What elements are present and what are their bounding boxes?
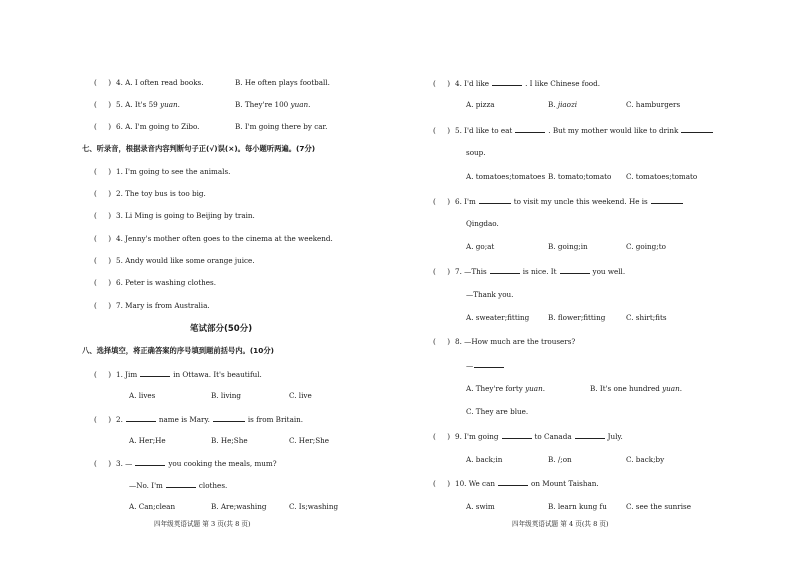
judge-item-3 <box>94 211 255 221</box>
question-text: to visit my uncle this weekend. He is <box>513 197 648 206</box>
option-a: A. lives <box>129 391 156 400</box>
option-c: C. shirt;fits <box>626 313 667 322</box>
judge-item-1 <box>94 167 230 177</box>
question-text: on Mount Taishan. <box>531 479 599 488</box>
question-text: 9. I'm going <box>455 432 499 441</box>
judge-item-text: 1. I'm going to see the animals. <box>116 167 231 176</box>
option-c: C. live <box>289 391 312 400</box>
judge-item-text: 4. Jenny's mother often goes to the cinema at the weekend. <box>116 234 333 243</box>
mc-question-10 <box>433 478 599 489</box>
right-page <box>397 0 794 561</box>
option-b <box>235 100 310 110</box>
mc-question-5-line2: soup. <box>466 148 486 157</box>
option-c: C. hamburgers <box>626 100 681 109</box>
judge-item-7 <box>94 301 210 311</box>
question-text: 10. We can <box>455 479 495 488</box>
option-a-end: . <box>542 384 546 393</box>
option-c: C. back;by <box>626 455 665 464</box>
written-part-title: 笔试部分(50分) <box>190 324 253 334</box>
option-a-text: A. They're forty <box>466 384 526 393</box>
judge-item-text: 3. Li Ming is going to Beijing by train. <box>116 211 255 220</box>
question-text: 6. I'm <box>455 197 476 206</box>
option-b: B. /;on <box>548 455 572 464</box>
judge-item-text: 7. Mary is from Australia. <box>116 301 210 310</box>
option-b-unit: yuan <box>662 384 680 393</box>
option-a-unit: yuan <box>525 384 543 393</box>
mc-question-8 <box>433 337 575 347</box>
option-b: B. flower;fitting <box>548 313 606 322</box>
mc-question-1 <box>94 369 262 380</box>
question-text: you cooking the meals, mum? <box>168 459 277 468</box>
option-c: C. tomatoes;tomato <box>626 172 698 181</box>
answer-bracket[interactable]: ( ) <box>94 211 112 220</box>
mc-question-4 <box>433 78 600 89</box>
option-b-unit: yuan <box>290 100 309 109</box>
question-text: 3. — <box>116 459 133 468</box>
option-a: A. Her;He <box>129 436 166 445</box>
fill-blank[interactable] <box>492 78 522 86</box>
question-text: 4. I'd like <box>455 79 490 88</box>
option-letter: B. <box>548 100 558 109</box>
answer-bracket[interactable]: ( ) <box>94 370 112 379</box>
answer-bracket[interactable]: ( ) <box>94 189 112 198</box>
judge-item-5 <box>94 256 255 266</box>
question-text: — <box>466 361 474 370</box>
question-text: July. <box>607 432 623 441</box>
mc-question-8-line2 <box>466 360 507 371</box>
answer-bracket[interactable]: ( ) <box>433 197 451 206</box>
option-a: A. pizza <box>466 100 495 109</box>
answer-bracket[interactable]: ( ) <box>94 234 112 243</box>
option-b: B. He;She <box>211 436 248 445</box>
mc-question-5 <box>433 125 716 136</box>
option-a: A. I often read books. <box>125 78 204 87</box>
fill-blank[interactable] <box>651 196 683 204</box>
fill-blank[interactable] <box>166 480 196 488</box>
question-text: name is Mary. <box>158 415 210 424</box>
option-a: A. tomatoes;tomatoes <box>466 172 546 181</box>
option-a-unit: yuan <box>160 100 178 109</box>
fill-blank[interactable] <box>479 196 511 204</box>
option-c: C. Is;washing <box>289 502 339 511</box>
fill-blank[interactable] <box>135 458 165 466</box>
mc-question-2 <box>94 414 303 425</box>
item-number: 6 <box>116 122 121 131</box>
option-b <box>590 384 682 394</box>
option-a <box>466 384 545 394</box>
answer-bracket[interactable]: ( ) <box>94 167 112 176</box>
option-a: A. Can;clean <box>129 502 176 511</box>
answer-bracket[interactable]: ( ) <box>94 301 112 310</box>
page-footer: 四年级英语试题 第 4 页(共 8 页) <box>512 520 609 528</box>
answer-bracket[interactable]: ( ) <box>94 256 112 265</box>
judge-item-text: 2. The toy bus is too big. <box>116 189 206 198</box>
option-a: A. sweater;fitting <box>466 313 530 322</box>
item-number: 5 <box>116 100 121 109</box>
fill-blank[interactable] <box>515 125 545 133</box>
fill-blank[interactable] <box>140 369 170 377</box>
judge-item-6 <box>94 278 216 288</box>
fill-blank[interactable] <box>498 478 528 486</box>
question-text: 7. —This <box>455 267 487 276</box>
question-text: you well. <box>592 267 626 276</box>
question-text: —No. I'm <box>129 481 163 490</box>
listening-item-5: ( ) 5. A. It's 59 yuan. B. They're 100 yuan. <box>94 100 311 109</box>
option-b-end: . <box>679 384 682 393</box>
fill-blank[interactable] <box>502 431 532 439</box>
answer-bracket[interactable]: ( ) <box>433 337 451 346</box>
mc-question-3 <box>94 458 277 469</box>
option-a: A. go;at <box>466 242 495 251</box>
option-c: C. going;to <box>626 242 666 251</box>
mc-question-9 <box>433 431 623 442</box>
mc-question-7-line2: —Thank you. <box>466 290 514 299</box>
question-text: . But my mother would like to drink <box>548 126 679 135</box>
answer-bracket[interactable]: ( ) <box>94 100 112 109</box>
question-text: 2. <box>116 415 123 424</box>
listening-item-6: ( ) 6. A. I'm going to Zibo. B. I'm going there by car. <box>94 122 328 131</box>
item-number: 4 <box>116 78 121 87</box>
question-text: 5. I'd like to eat <box>455 126 513 135</box>
judge-item-text: 5. Andy would like some orange juice. <box>116 256 255 265</box>
judge-item-2 <box>94 189 206 199</box>
question-text: to Canada <box>534 432 572 441</box>
fill-blank[interactable] <box>575 431 605 439</box>
section-8-heading: 八、选择填空，将正确答案的序号填到题前括号内。(10分) <box>82 346 274 355</box>
answer-bracket[interactable]: ( ) <box>433 267 451 276</box>
listening-item-4: ( ) 4. A. I often read books. B. He often plays football. <box>94 78 330 87</box>
option-b: B. tomato;tomato <box>548 172 612 181</box>
fill-blank[interactable] <box>213 414 245 422</box>
option-c: C. Her;She <box>289 436 329 445</box>
answer-bracket[interactable]: ( ) <box>433 126 451 135</box>
answer-bracket[interactable]: ( ) <box>433 79 451 88</box>
judge-item-4 <box>94 234 333 244</box>
option-b <box>548 100 577 110</box>
option-c: C. see the sunrise <box>626 502 691 511</box>
option-c: C. They are blue. <box>466 407 529 416</box>
option-b: B. living <box>211 391 242 400</box>
option-a: A. I'm going to Zibo. <box>125 122 200 131</box>
option-b: B. going;in <box>548 242 588 251</box>
mc-question-6 <box>433 196 686 207</box>
question-text: 8. —How much are the trousers? <box>455 337 576 346</box>
option-a: A. back;in <box>466 455 503 464</box>
option-b: B. He often plays football. <box>235 78 330 87</box>
answer-bracket[interactable]: ( ) <box>433 479 451 488</box>
answer-bracket[interactable]: ( ) <box>94 122 112 131</box>
fill-blank[interactable] <box>560 266 590 274</box>
question-text: 1. Jim <box>116 370 138 379</box>
option-a: A. swim <box>466 502 495 511</box>
mc-question-3-line2 <box>129 480 227 491</box>
fill-blank[interactable] <box>681 125 713 133</box>
answer-bracket[interactable]: ( ) <box>94 78 112 87</box>
option-b-text: B. They're 100 <box>235 100 291 109</box>
answer-bracket[interactable]: ( ) <box>94 278 112 287</box>
section-7-heading: 七、听录音，根据录音内容判断句子正(√)误(×)。每小题听两遍。(7分) <box>82 144 316 153</box>
mc-question-7 <box>433 266 625 277</box>
page-footer: 四年级英语试题 第 3 页(共 8 页) <box>154 520 251 528</box>
option-b: B. I'm going there by car. <box>235 122 328 131</box>
answer-bracket[interactable]: ( ) <box>94 415 112 424</box>
fill-blank[interactable] <box>126 414 156 422</box>
question-text: is from Britain. <box>247 415 304 424</box>
fill-blank[interactable] <box>474 360 504 368</box>
question-text: in Ottawa. It's beautiful. <box>173 370 262 379</box>
question-text: clothes. <box>198 481 228 490</box>
answer-bracket[interactable]: ( ) <box>94 459 112 468</box>
answer-bracket[interactable]: ( ) <box>433 432 451 441</box>
option-a-text: A. It's 59 <box>125 100 161 109</box>
option-b-end: . <box>308 100 311 109</box>
mc-question-6-line2: Qingdao. <box>466 219 499 228</box>
judge-item-text: 6. Peter is washing clothes. <box>116 278 217 287</box>
fill-blank[interactable] <box>490 266 520 274</box>
option-b-text: B. It's one hundred <box>590 384 663 393</box>
option-a-end: . <box>177 100 180 109</box>
question-text: is nice. It <box>522 267 557 276</box>
option-b: B. Are;washing <box>211 502 267 511</box>
option-b-word: jiaozi <box>557 100 578 109</box>
question-text: . I like Chinese food. <box>525 79 600 88</box>
option-b: B. learn kung fu <box>548 502 607 511</box>
